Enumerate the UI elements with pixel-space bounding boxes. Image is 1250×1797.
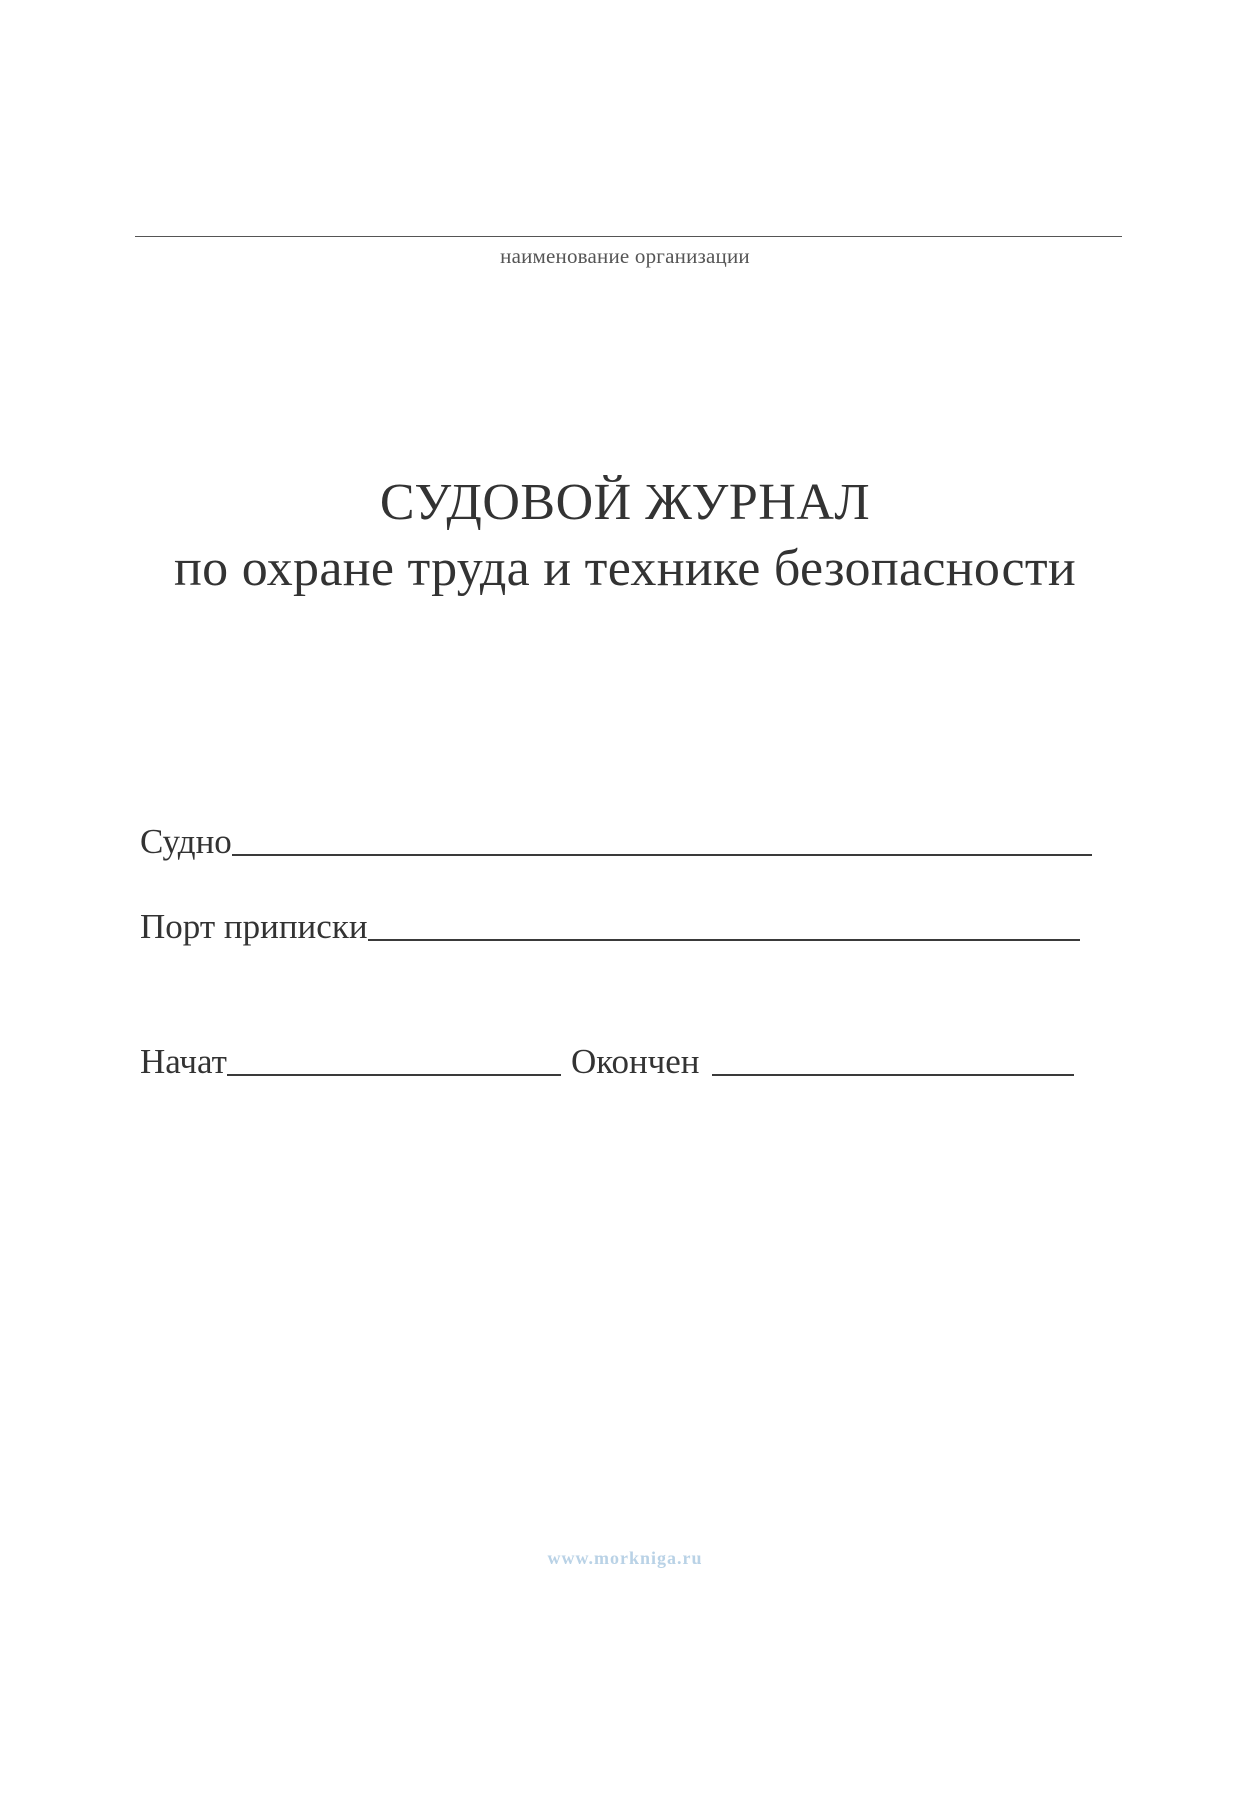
ship-field-line bbox=[232, 824, 1092, 856]
title-block bbox=[0, 470, 1250, 602]
home-port-field-line bbox=[368, 909, 1080, 941]
finished-label: Окончен bbox=[570, 1042, 700, 1081]
home-port-label: Порт приписки bbox=[140, 907, 368, 946]
watermark: www.morkniga.ru bbox=[547, 1548, 703, 1568]
finished-field-line bbox=[712, 1044, 1074, 1076]
started-label: Начат bbox=[140, 1042, 227, 1081]
organization-name-caption: наименование организации bbox=[500, 244, 750, 268]
journal-title: СУДОВОЙ ЖУРНАЛ bbox=[379, 474, 871, 531]
ship-label: Судно bbox=[140, 822, 232, 861]
started-field-line bbox=[227, 1044, 561, 1076]
ship-field-row bbox=[140, 822, 1092, 862]
home-port-field-row bbox=[140, 907, 1080, 947]
journal-subtitle: по охране труда и технике безопасности bbox=[174, 540, 1076, 597]
dates-field-row bbox=[140, 1042, 1074, 1082]
organization-name-line bbox=[135, 236, 1122, 237]
